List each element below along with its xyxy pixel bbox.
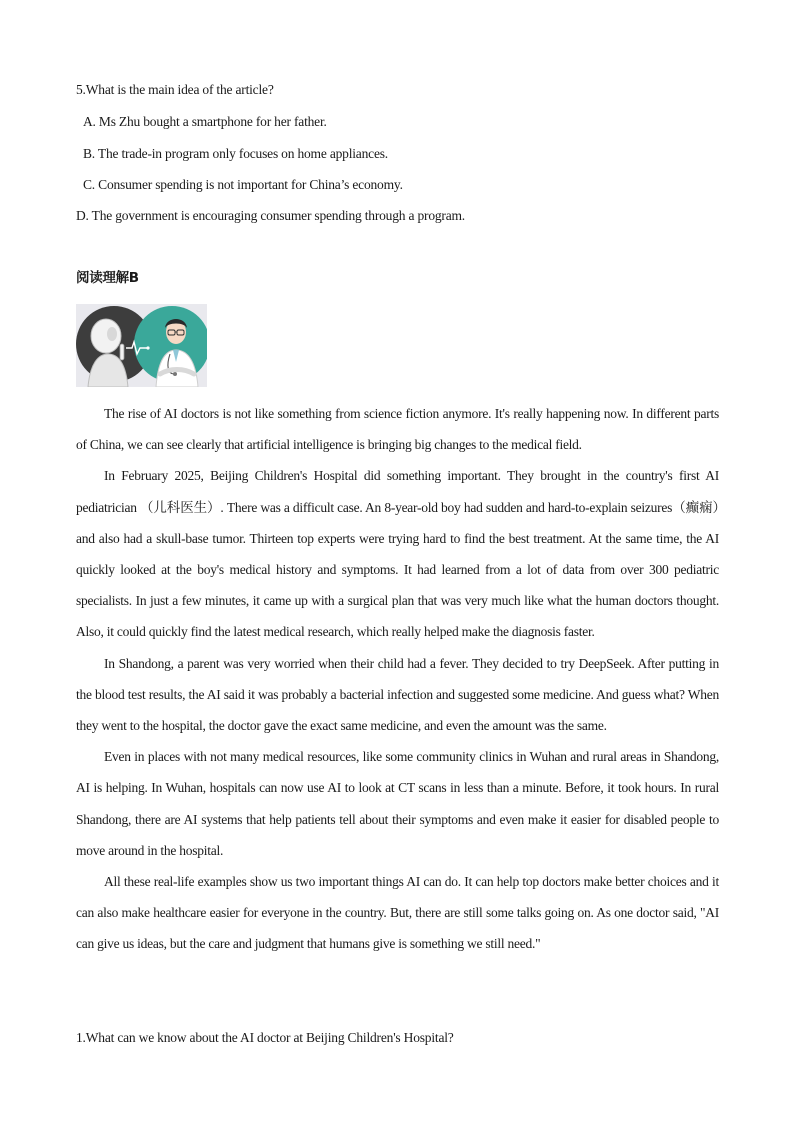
reading-article (76, 398, 719, 960)
ai-robot-and-doctor-icon (76, 304, 207, 387)
question-1-title: 1.What can we know about the AI doctor at Beijing Children's Hospital? (76, 1030, 454, 1045)
question-5-title: 5.What is the main idea of the article? (76, 82, 274, 97)
section-title: 阅读理解B (76, 270, 139, 286)
article-paragraph-4: Even in places with not many medical resources, like some community clinics in Wuhan and rural areas in Shandong, AI is helping. In Wuhan, hospitals can now use AI to look at CT scans in less than a minute. Before, it took hours. In rural Shandong, there are AI systems that help patients tell about their symptoms and even make it easier for disabled people to move around in the hospital. (76, 749, 719, 858)
article-paragraph-5: All these real-life examples show us two important things AI can do. It can help top doctors make better choices and it can also make healthcare easier for everyone in the country. But, there are still some talks going on. As one doctor said, "AI can give us ideas, but the care and judgment that humans give is something we still need." (76, 874, 719, 952)
question-5-option-d: D. The government is encouraging consumer spending through a program. (76, 208, 465, 223)
question-5-option-c: C. Consumer spending is not important for China’s economy. (83, 177, 403, 192)
article-paragraph-3: In Shandong, a parent was very worried when their child had a fever. They decided to try DeepSeek. After putting in the blood test results, the AI said it was probably a bacterial infection and suggested some medicine. And guess what? When they went to the hospital, the doctor gave the exact same medicine, and even the amount was the same. (76, 655, 719, 734)
question-5-option-b: B. The trade-in program only focuses on home appliances. (83, 146, 388, 161)
article-paragraph-2: In February 2025, Beijing Children's Hospital did something important. They brought in the country's first AI pediatrician （儿科医生）. There was a difficult case. An 8-year-old boy had sudden and hard-to-explain seizures（癫痫）and also had a skull-base tumor. Thirteen top experts were trying hard to find the best treatment. At the same time, the AI quickly looked at the boy's medical history and symptoms. It had learned from a lot of data from over 300 pediatric specialists. In just a few minutes, it came up with a surgical plan that was very much like what the human doctors thought. Also, it could quickly find the latest medical research, which really helped make the diagnosis faster. (76, 468, 719, 640)
article-paragraph-1: The rise of AI doctors is not like something from science fiction anymore. It's really happening now. In different parts of China, we can see clearly that artificial intelligence is bringing big changes to the medical field. (76, 406, 719, 453)
question-5-option-a: A. Ms Zhu bought a smartphone for her father. (83, 114, 327, 129)
